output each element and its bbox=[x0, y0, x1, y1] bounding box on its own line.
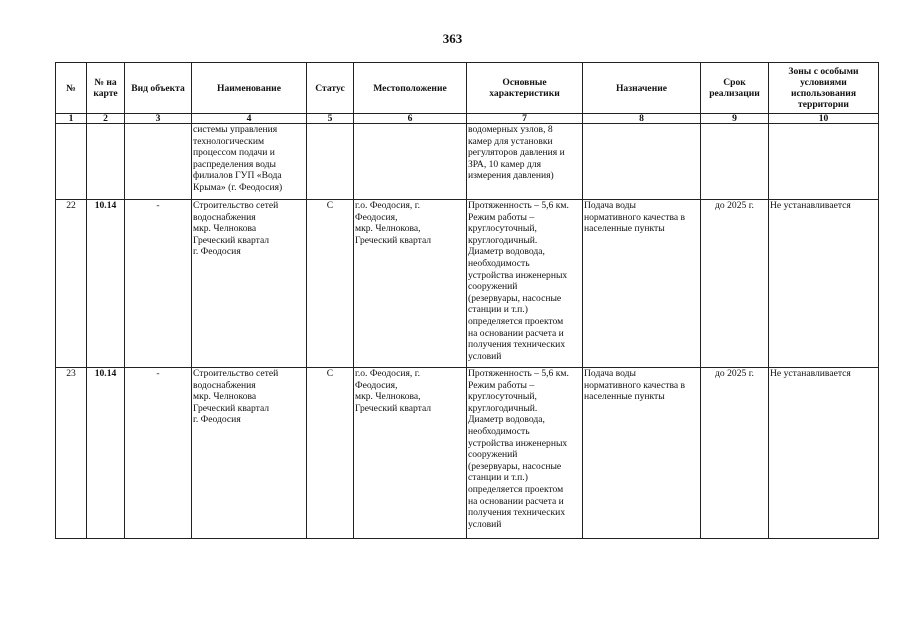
cell-characteristics: водомерных узлов, 8 камер для установки регуляторов давления и ЗРА, 10 камер для измерения давления) bbox=[467, 124, 583, 200]
cell-zones: Не устанавливается bbox=[769, 200, 879, 368]
cell-name: Строительство сетей водоснабжения мкр. Челнокова Греческий квартал г. Феодосия bbox=[192, 200, 307, 368]
cell-object-type: - bbox=[125, 200, 192, 368]
cell-purpose: Подача воды нормативного качества в населенные пункты bbox=[583, 368, 701, 539]
cell-location bbox=[354, 124, 467, 200]
header-name: Наименование bbox=[192, 63, 307, 114]
cell-status bbox=[307, 124, 354, 200]
cell-name: Строительство сетей водоснабжения мкр. Челнокова Греческий квартал г. Феодосия bbox=[192, 368, 307, 539]
cell-term: до 2025 г. bbox=[701, 200, 769, 368]
objects-table bbox=[55, 62, 879, 539]
column-number: 10 bbox=[769, 114, 879, 124]
column-number: 2 bbox=[87, 114, 125, 124]
cell-num: 22 bbox=[56, 200, 87, 368]
header-status: Статус bbox=[307, 63, 354, 114]
cell-status: С bbox=[307, 368, 354, 539]
table-row bbox=[56, 200, 879, 368]
header-location: Местоположение bbox=[354, 63, 467, 114]
column-number: 1 bbox=[56, 114, 87, 124]
header-map-num: № на карте bbox=[87, 63, 125, 114]
cell-num bbox=[56, 124, 87, 200]
column-number: 3 bbox=[125, 114, 192, 124]
cell-purpose: Подача воды нормативного качества в населенные пункты bbox=[583, 200, 701, 368]
header-object-type: Вид объекта bbox=[125, 63, 192, 114]
column-number: 8 bbox=[583, 114, 701, 124]
header-characteristics: Основные характеристики bbox=[467, 63, 583, 114]
cell-zones bbox=[769, 124, 879, 200]
header-num: № bbox=[56, 63, 87, 114]
column-number: 5 bbox=[307, 114, 354, 124]
column-number: 6 bbox=[354, 114, 467, 124]
column-number: 4 bbox=[192, 114, 307, 124]
column-numbers-row bbox=[56, 114, 879, 124]
page-number: 363 bbox=[442, 31, 463, 46]
cell-characteristics: Протяженность – 5,6 км. Режим работы – круглосуточный, круглогодичный. Диаметр водовода, необходимость устройства инженерных сооружений (резервуары, насосные станции и т.п.) определяется проектом на основании расчета и получения технических условий bbox=[467, 200, 583, 368]
header-zones: Зоны с особыми условиями использования территории bbox=[769, 63, 879, 114]
header-row bbox=[56, 63, 879, 114]
cell-num: 23 bbox=[56, 368, 87, 539]
cell-map-num bbox=[87, 124, 125, 200]
table-row bbox=[56, 368, 879, 539]
cell-characteristics: Протяженность – 5,6 км. Режим работы – круглосуточный, круглогодичный. Диаметр водовода, необходимость устройства инженерных сооружений (резервуары, насосные станции и т.п.) определяется проектом на основании расчета и получения технических условий bbox=[467, 368, 583, 539]
cell-term: до 2025 г. bbox=[701, 368, 769, 539]
cell-purpose bbox=[583, 124, 701, 200]
cell-object-type bbox=[125, 124, 192, 200]
cell-name: системы управления технологическим процессом подачи и распределения воды филиалов ГУП «Вода Крыма» (г. Феодосия) bbox=[192, 124, 307, 200]
cell-zones: Не устанавливается bbox=[769, 368, 879, 539]
header-purpose: Назначение bbox=[583, 63, 701, 114]
cell-map-num: 10.14 bbox=[87, 368, 125, 539]
cell-map-num: 10.14 bbox=[87, 200, 125, 368]
header-term: Срок реализации bbox=[701, 63, 769, 114]
table-row bbox=[56, 124, 879, 200]
cell-term bbox=[701, 124, 769, 200]
cell-status: С bbox=[307, 200, 354, 368]
cell-location: г.о. Феодосия, г. Феодосия, мкр. Челнокова, Греческий квартал bbox=[354, 368, 467, 539]
column-number: 9 bbox=[701, 114, 769, 124]
cell-location: г.о. Феодосия, г. Феодосия, мкр. Челнокова, Греческий квартал bbox=[354, 200, 467, 368]
column-number: 7 bbox=[467, 114, 583, 124]
cell-object-type: - bbox=[125, 368, 192, 539]
